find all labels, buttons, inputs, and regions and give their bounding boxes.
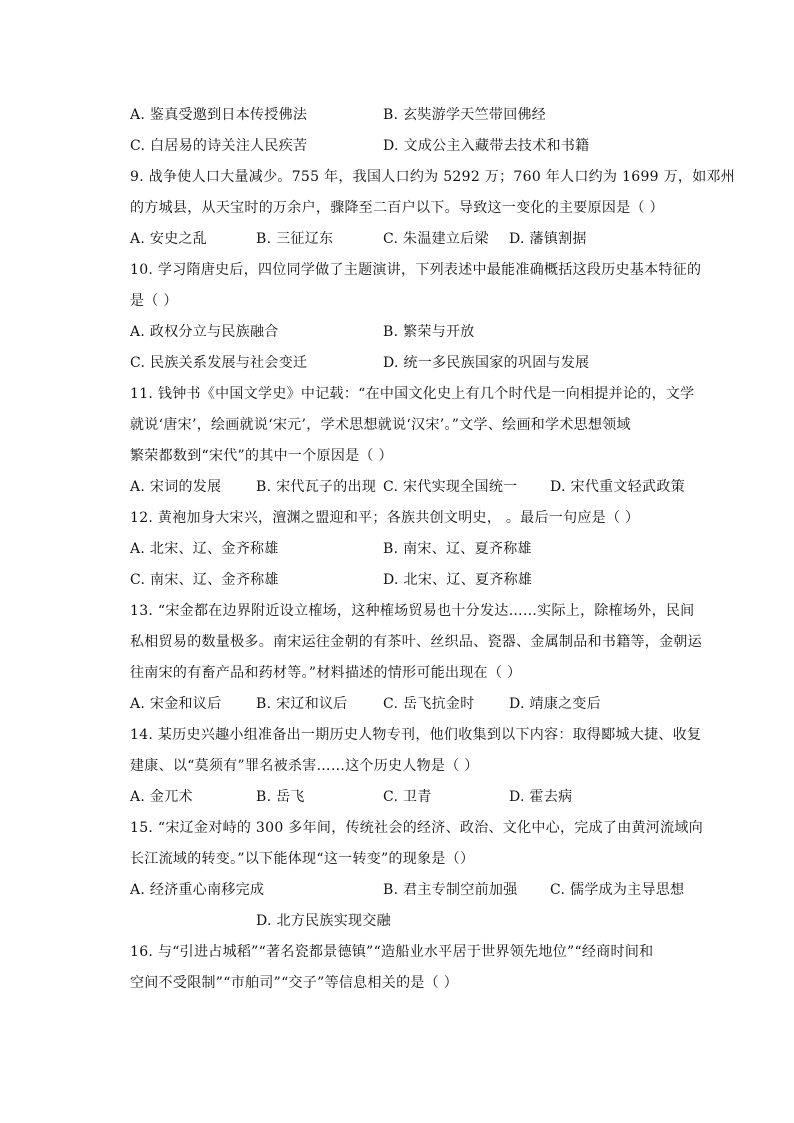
q9-option-b: B. 三征辽东 (256, 231, 334, 247)
q10-option-b: B. 繁荣与开放 (383, 324, 475, 340)
q9-stem-line-2: 的方城县，从天宝时的万余户，骤降至二百户以下。导致这一变化的主要原因是（ ） (130, 200, 664, 216)
q14-option-c: C. 卫青 (383, 789, 432, 805)
q14-option-a: A. 金兀术 (130, 789, 193, 805)
q8-option-c: C. 白居易的诗关注人民疾苦 (130, 138, 308, 154)
q11-stem-line-1: 11. 钱钟书《中国文学史》中记载：“在中国文化史上有几个时代是一向相提并论的，文学 (130, 386, 695, 402)
q13-option-a: A. 宋金和议后 (130, 696, 222, 712)
q13-stem-line-3: 往南宋的有畜产品和药材等。”材料描述的情形可能出现在（ ） (130, 665, 522, 681)
q15-option-c: C. 儒学成为主导思想 (550, 882, 685, 898)
q15-option-a: A. 经济重心南移完成 (130, 882, 265, 898)
q14-stem-line-2: 建康、以“莫须有”罪名被杀害……这个历史人物是（ ） (130, 758, 479, 774)
q10-option-c: C. 民族关系发展与社会变迁 (130, 355, 308, 371)
q14-stem-line-1: 14. 某历史兴趣小组准备出一期历史人物专刊，他们收集到以下内容：取得郾城大捷、收复 (130, 727, 702, 743)
q13-option-b: B. 宋辽和议后 (256, 696, 348, 712)
q8-option-d: D. 文成公主入藏带去技术和书籍 (383, 138, 590, 154)
q11-option-b: B. 宋代瓦子的出现 (256, 479, 377, 495)
q15-option-b: B. 君主专制空前加强 (383, 882, 518, 898)
q14-option-b: B. 岳飞 (256, 789, 305, 805)
q10-option-d: D. 统一多民族国家的巩固与发展 (383, 355, 590, 371)
q8-option-a: A. 鉴真受邀到日本传授佛法 (130, 107, 308, 123)
q12-option-b: B. 南宋、辽、夏齐称雄 (383, 541, 532, 557)
q12-stem-line-1: 12. 黄袍加身大宋兴，澶渊之盟迎和平；各族共创文明史， 。最后一句应是（ ） (130, 510, 640, 526)
q8-option-b: B. 玄奘游学天竺带回佛经 (383, 107, 547, 123)
q13-option-d: D. 靖康之变后 (509, 696, 602, 712)
q9-option-c: C. 朱温建立后梁 (383, 231, 489, 247)
q9-option-d: D. 藩镇割据 (509, 231, 587, 247)
q10-option-a: A. 政权分立与民族融合 (130, 324, 279, 340)
q12-option-a: A. 北宋、辽、金齐称雄 (130, 541, 279, 557)
q10-stem-line-2: 是（ ） (130, 293, 178, 309)
q10-stem-line-1: 10. 学习隋唐史后，四位同学做了主题演讲，下列表述中最能准确概括这段历史基本特征的 (130, 262, 702, 278)
q11-option-d: D. 宋代重文轻武政策 (550, 479, 685, 495)
q16-stem-line-2: 空间不受限制”“市舶司”“交子”等信息相关的是（ ） (130, 975, 459, 991)
q13-option-c: C. 岳飞抗金时 (383, 696, 475, 712)
q16-stem-line-1: 16. 与“引进占城稻”“著名瓷都景德镇”“造船业水平居于世界领先地位”“经商时间和 (130, 944, 654, 960)
q15-stem-line-1: 15. “宋辽金对峙的 300 多年间，传统社会的经济、政治、文化中心，完成了由黄河流域向 (130, 820, 703, 836)
q12-option-d: D. 北宋、辽、夏齐称雄 (383, 572, 533, 588)
q13-stem-line-1: 13. “宋金都在边界附近设立榷场，这种榷场贸易也十分发达……实际上，除榷场外，民间 (130, 603, 695, 619)
q14-option-d: D. 霍去病 (509, 789, 573, 805)
q11-option-c: C. 宋代实现全国统一 (383, 479, 518, 495)
q11-option-a: A. 宋词的发展 (130, 479, 222, 495)
q11-stem-line-3: 繁荣都数到“宋代”的其中一个原因是（ ） (130, 448, 393, 464)
q15-option-d: D. 北方民族实现交融 (256, 913, 391, 929)
q15-stem-line-2: 长江流域的转变。”以下能体现“这一转变”的现象是（） (130, 851, 475, 867)
q13-stem-line-2: 私相贸易的数量极多。南宋运往金朝的有茶叶、丝织品、瓷器、金属制品和书籍等，金朝运 (130, 634, 702, 650)
q12-option-c: C. 南宋、辽、金齐称雄 (130, 572, 279, 588)
q9-stem-line-1: 9. 战争使人口大量减少。755 年，我国人口约为 5292 万；760 年人口约为 1699 万，如邓州 (130, 169, 736, 185)
q9-option-a: A. 安史之乱 (130, 231, 208, 247)
q11-stem-line-2: 就说‘唐宋’，绘画就说‘宋元’，学术思想就说‘汉宋’。”文学、绘画和学术思想领域 (130, 417, 631, 433)
